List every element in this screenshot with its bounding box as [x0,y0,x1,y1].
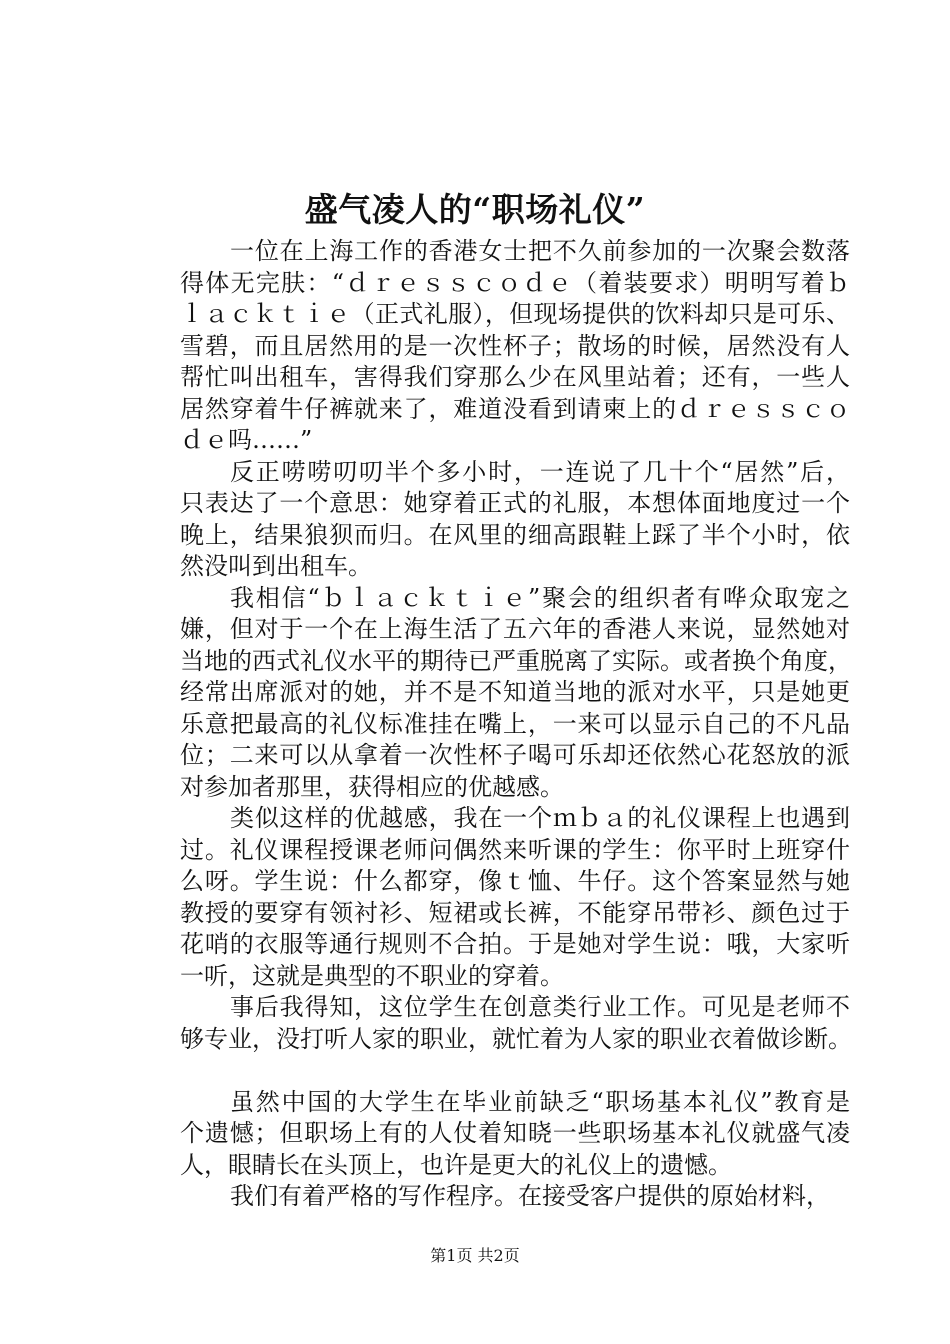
text-line: 人，眼睛长在头顶上，也许是更大的礼仪上的遗憾。 [180,1150,732,1179]
text-line: 够专业，没打听人家的职业，就忙着为人家的职业衣着做诊断。 [180,1024,852,1053]
text-line: 虽然中国的大学生在毕业前缺乏“职场基本礼仪”教育是 [230,1087,850,1116]
text-line: 类似这样的优越感，我在一个ｍｂａ的礼仪课程上也遇到 [230,804,850,832]
paragraph [130,1087,850,1182]
text-line: 嫌，但对于一个在上海生活了五六年的香港人来说，显然她对 [180,615,850,643]
text-line: 然没叫到出租车。 [180,552,372,580]
paragraph [130,457,850,583]
page-number: 第1页 共2页 [430,1246,520,1265]
text-line: 经常出席派对的她，并不是不知道当地的派对水平，只是她更 [180,678,850,706]
text-line: 事后我得知，这位学生在创意类行业工作。可见是老师不 [230,993,850,1021]
text-line: 对参加者那里，获得相应的优越感。 [180,772,564,801]
text-line: 教授的要穿有领衬衫、短裙或长裤，不能穿吊带衫、颜色过于 [180,898,850,927]
text-line: 我们有着严格的写作程序。在接受客户提供的原始材料， [230,1182,830,1210]
blank-line [130,1055,850,1087]
text-line: 得体无完肤：“ｄｒｅｓｓｃｏｄｅ（着装要求）明明写着ｂ [180,268,850,297]
text-line: 我相信“ｂｌａｃｋｔｉｅ”聚会的组织者有哗众取宠之 [230,583,850,612]
paragraph [130,803,850,992]
text-line: 过。礼仪课程授课老师问偶然来听课的学生：你平时上班穿什 [180,835,850,864]
text-line: 么呀。学生说：什么都穿，像ｔ恤、牛仔。这个答案显然与她 [180,867,850,895]
text-line: ｌａｃｋｔｉｅ（正式礼服），但现场提供的饮料却只是可乐、 [180,300,850,328]
text-line: 一听，这就是典型的不职业的穿着。 [180,961,564,990]
text-line: 只表达了一个意思：她穿着正式的礼服，本想体面地度过一个 [180,489,850,517]
paragraph [130,583,850,804]
text-line: 当地的西式礼仪水平的期待已严重脱离了实际。或者换个角度， [180,646,852,675]
text-line: 个遗憾；但职场上有的人仗着知晓一些职场基本礼仪就盛气凌 [180,1119,850,1147]
paragraph [130,992,850,1055]
text-line: 花哨的衣服等通行规则不合拍。于是她对学生说：哦，大家听 [180,930,850,958]
text-line: 一位在上海工作的香港女士把不久前参加的一次聚会数落 [230,237,850,265]
text-line: 乐意把最高的礼仪标准挂在嘴上，一来可以显示自己的不凡品 [180,709,850,738]
text-line: 位；二来可以从拿着一次性杯子喝可乐却还依然心花怒放的派 [180,741,850,769]
text-line: ｄｅ吗……” [180,426,313,454]
text-line: 晚上，结果狼狈而归。在风里的细高跟鞋上踩了半个小时，依 [180,520,850,549]
text-line: 帮忙叫出租车，害得我们穿那么少在风里站着；还有，一些人 [180,363,850,391]
text-line: 雪碧，而且居然用的是一次性杯子；散场的时候，居然没有人 [180,331,850,360]
document-title: 盛气凌人的“职场礼仪” [304,190,646,229]
text-line: 居然穿着牛仔裤就来了，难道没看到请柬上的ｄｒｅｓｓｃｏ [180,394,850,423]
text-line: 反正唠唠叨叨半个多小时，一连说了几十个“居然”后， [230,457,850,486]
document-body [130,236,850,1213]
paragraph [130,236,850,457]
paragraph [130,1181,850,1213]
